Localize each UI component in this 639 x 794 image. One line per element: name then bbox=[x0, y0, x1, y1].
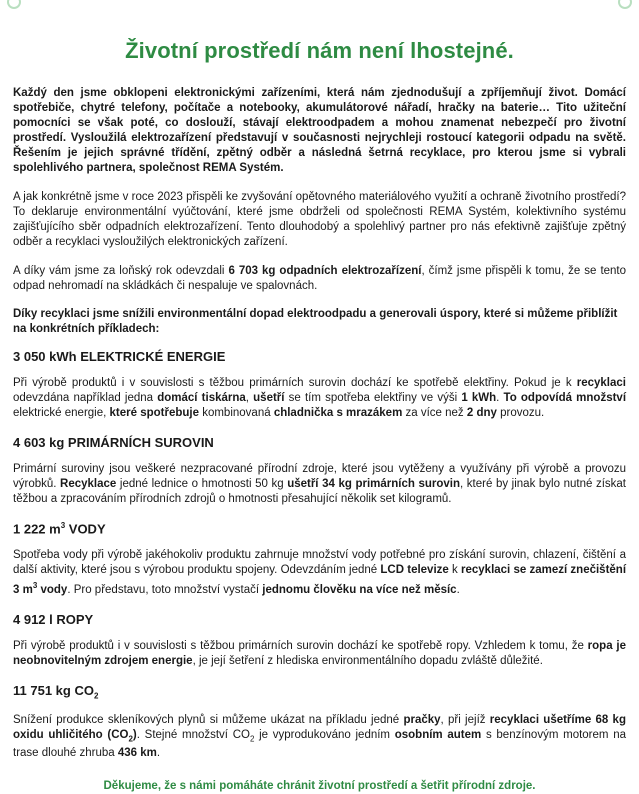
section-heading-co2: 11 751 kg $CO_2$ bbox=[13, 683, 99, 701]
section-heading-water: 1 222 $m^3$ VODY bbox=[13, 521, 106, 537]
section-text-water: Spotřeba vody při výrobě jakéhokoliv produktu zahrnuje množství vody potřebné pro získání surovin, chlazení, čištění a další aktivity, které jsou s výrobou produktu spojeny. Odevzdáním jedné LCD televize k recyklaci se zamezí znečištění 3 $m^3$ vody. Pro představu, toto množství vystačí jednomu člověku na více než měsíc. bbox=[13, 549, 627, 597]
intro-paragraph: Každý den jsme obklopeni elektronickými zařízeními, která nám zjednodušují a zpříjemňují život. Domácí spotřebiče, chytré telefony, počítače a notebooky, akumulátorové nářadí, hračky na baterie… Tito užiteční pomocníci se však poté, co doslouží, stávají elektroodpadem a mohou znamenat nebezpečí pro životní prostředí. Vysloužilá elektrozařízení představují v současnosti nejrychleji rostoucí kategorii odpadu na světě. Řešením je jejich správné třídění, zpětný odběr a následná šetrná recyklace, pro kterou jsme si vybrali spolehlivého partnera, společnost REMA Systém. bbox=[13, 87, 626, 174]
page-title: Životní prostředí nám není lhostejné. bbox=[125, 38, 514, 63]
section-heading-raw-materials: 4 603 kg PRIMÁRNÍCH SUROVIN bbox=[13, 435, 214, 450]
paragraph-handover-total: A díky vám jsme za loňský rok odevzdali 6 703 kg odpadních elektrozařízení, čímž jsme přispěli k tomu, že se tento odpad nehromadí na skládkách či nespaluje ve spalovnách. bbox=[13, 265, 627, 292]
section-text-oil: Při výrobě produktů i v souvislosti s těžbou primárních surovin dochází ke spotřebě ropy. Vzhledem k tomu, že ropa je neobnovitelným zdrojem energie, je její šetření z hlediska environmentálního dopadu zvláště důležité. bbox=[13, 640, 626, 668]
handover-amount: 6 703 kg odpadních elektrozařízení bbox=[228, 265, 422, 277]
thank-you-note: Děkujeme, že s námi pomáháte chránit životní prostředí a šetřit přírodní zdroje. bbox=[103, 780, 536, 793]
decorative-node-icon bbox=[6, 0, 32, 14]
paragraph-environmental-statement: A jak konkrétně jsme v roce 2023 přispěli ke zvyšování opětovného materiálového využití a ochraně životního prostředí? To deklaruje environmentální vyúčtování, které jsme obdrželi od společnosti REMA Systém, kolektivního systému zajišťujícího sběr odpadních elektrozařízení. Tento dlouhodobý a spolehlivý partner pro nás efektivně zajišťuje zpětný odběr a recyklaci vysloužilých elektronických zařízení. bbox=[13, 191, 626, 248]
section-heading-oil: 4 912 l ROPY bbox=[13, 612, 94, 628]
section-text-co2: Snížení produkce skleníkových plynů si můžeme ukázat na příkladu jedné pračky, při jejíž recyklaci ušetříme 68 kg oxidu uhličitého $(CO_2)$. Stejné množství $CO_2$ je vyprodukováno jedním osobním autem s benzínovým motorem na trase dlouhé zhruba 436 km. bbox=[13, 713, 626, 760]
decorative-node-icon-right bbox=[607, 0, 633, 14]
section-text-electricity: Při výrobě produktů i v souvislosti s těžbou primárních surovin dochází ke spotřebě elektřiny. Pokud je k recyklaci odevzdána například jedna domácí tiskárna, ušetří se tím spotřeba elektřiny ve výši 1 kWh. To odpovídá množství elektrické energie, které spotřebuje kombinovaná chladnička s mrazákem za více než 2 dny provozu. bbox=[13, 377, 627, 419]
examples-lead: Díky recyklaci jsme snížili environmentální dopad elektroodpadu a generovali úspory, které si můžeme přiblížit na konkrétních příkladech: bbox=[13, 308, 618, 335]
section-text-raw-materials: Primární suroviny jsou veškeré nezpracované přírodní zdroje, které jsou vytěženy a využívány při výrobě a provozu výrobků. Recyklace jedné lednice o hmotnosti 50 kg ušetří 34 kg primárních surovin, které by jinak bylo nutné získat těžbou a zpracováním přírodních zdrojů o hmotnosti přesahující několik set kilogramů. bbox=[13, 463, 626, 505]
section-heading-electricity: 3 050 kWh ELEKTRICKÉ ENERGIE bbox=[13, 349, 226, 364]
